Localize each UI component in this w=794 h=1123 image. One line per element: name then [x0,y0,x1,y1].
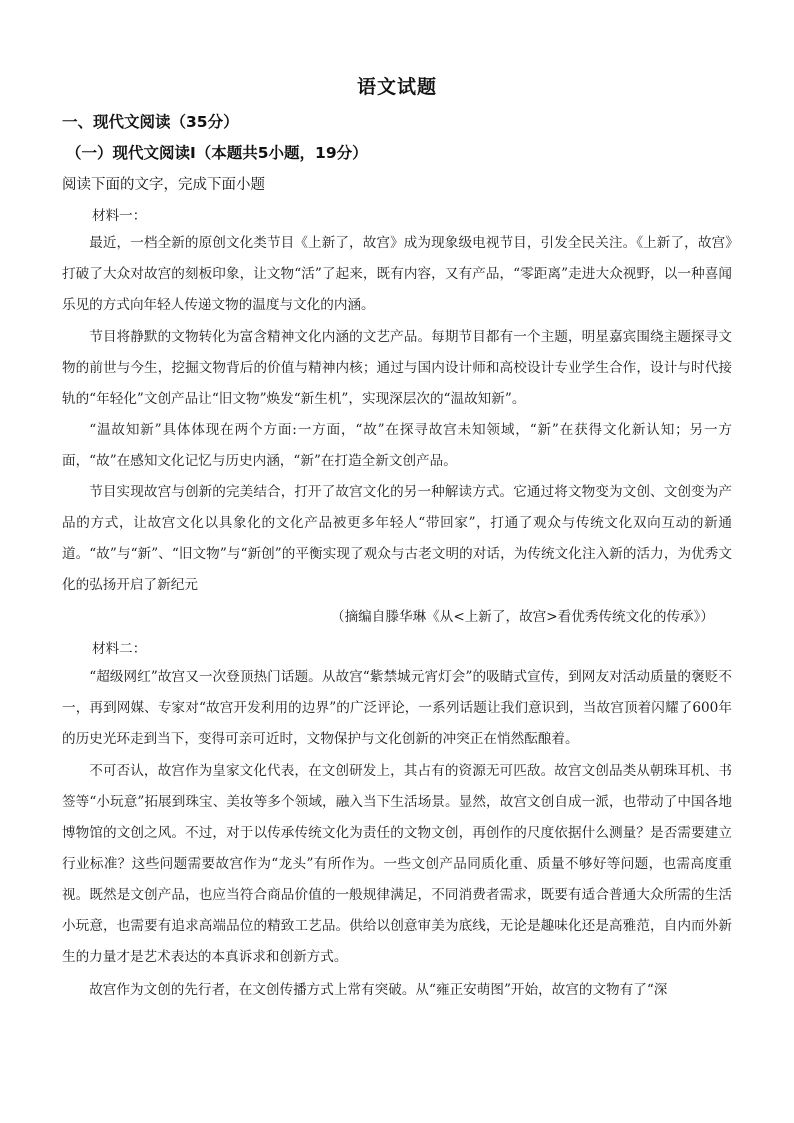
subsection-heading: （一）现代文阅读Ⅰ（本题共5小题，19分） [66,144,368,162]
material-one-label: 材料一： [92,208,147,224]
material-two-paragraph-3: 故宫作为文创的先行者，在文创传播方式上常有突破。从“雍正安萌图”开始，故宫的文物有了“深 [89,982,668,998]
material-two-label: 材料二： [92,641,147,657]
section-heading: 一、现代文阅读（35分） [62,113,239,131]
material-one-paragraph-2: 节目将静默的文物转化为富含精神文化内涵的文艺产品。每期节目都有一个主题，明星嘉宾围绕主题探寻文物的前世与今生，挖掘文物背后的价值与精神内核；通过与国内设计师和高校设计专业学生合作，设计与时代接轨的“年轻化”文创产品让“旧文物”焕发“新生机”，实现深层次的“温故知新”。 [62,329,732,407]
reading-instruction: 阅读下面的文字，完成下面小题 [62,177,265,193]
page-title: 语文试题 [356,76,437,98]
material-two-paragraph-1: “超级网红”故宫又一次登顶热门话题。从故宫“紫禁城元宵灯会”的吸睛式宣传，到网友对活动质量的褒贬不一，再到网媒、专家对“故宫开发利用的边界”的广泛评论，一系列话题让我们意识到，当故宫顶着闪耀了600年的历史光环走到当下，变得可亲可近时，文物保护与文化创新的冲突正在悄然酝酿着。 [62,669,732,747]
material-two-paragraph-2: 不可否认，故宫作为皇家文化代表，在文创研发上，其占有的资源无可匹敌。故宫文创品类从朝珠耳机、书签等“小玩意”拓展到珠宝、美妆等多个领域，融入当下生活场景。显然，故宫文创自成一派，也带动了中国各地博物馆的文创之风。不过，对于以传承传统文化为责任的文物文创，再创作的尺度依据什么测量？是否需要建立行业标准？这些问题需要故宫作为“龙头”有所作为。一些文创产品同质化重、质量不够好等问题，也需高度重视。既然是文创产品，也应当符合商品价值的一般规律满足，不同消费者需求，既要有适合普通大众所需的生活小玩意，也需要有追求高端品位的精致工艺品。供给以创意审美为底线，无论是趣味化还是高雅范，自内而外新生的力量才是艺术表达的本真诉求和创新方式。 [62,763,732,965]
material-one-paragraph-3: “温故知新”具体体现在两个方面:一方面，“故”在探寻故宫未知领域，“新”在获得文化新认知；另一方面，“故”在感知文化记忆与历史内涵，“新”在打造全新文创产品。 [62,422,732,469]
material-one-paragraph-1: 最近，一档全新的原创文化类节目《上新了，故宫》成为现象级电视节目，引发全民关注。《上新了，故宫》打破了大众对故宫的刻板印象，让文物“活”了起来，既有内容，又有产品，“零距离”走进大众视野，以一种喜闻乐见的方式向年轻人传递文物的温度与文化的内涵。 [62,235,732,313]
material-one-source: （摘编自滕华琳《从<上新了，故宫>看优秀传统文化的传承》） [330,609,714,625]
material-one-paragraph-4: 节目实现故宫与创新的完美结合，打开了故宫文化的另一种解读方式。它通过将文物变为文创、文创变为产品的方式，让故宫文化以具象化的文化产品被更多年轻人“带回家”，打通了观众与传统文化双向互动的新通道。“故”与“新”、“旧文物”与“新创”的平衡实现了观众与古老文明的对话，为传统文化注入新的活力，为优秀文化的弘扬开启了新纪元 [62,484,732,593]
